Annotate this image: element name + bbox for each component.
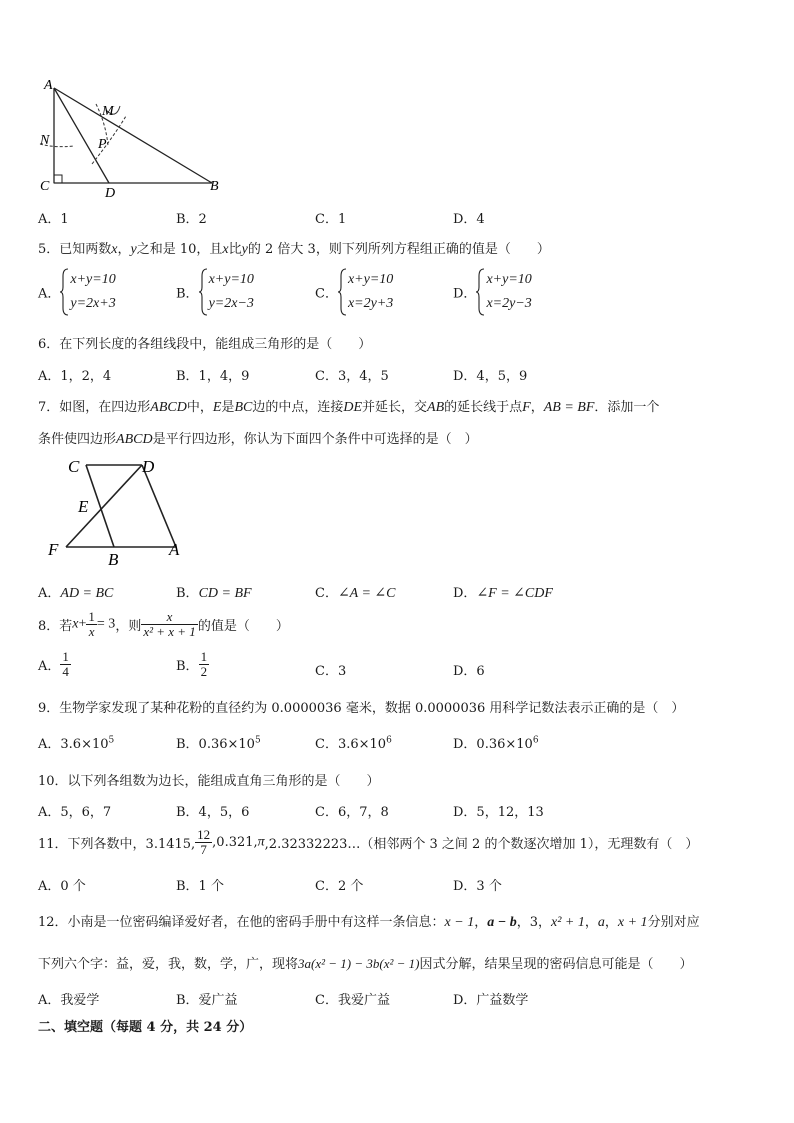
q8-math: x bbox=[72, 616, 79, 632]
q5-stem-text: 的 2 倍大 3，则下列所列方程组正确的值是（ ） bbox=[247, 242, 550, 257]
q10-option-d[interactable]: D．5，12，13 bbox=[453, 805, 544, 820]
q7-text: 条件使四边形 bbox=[38, 432, 117, 447]
q12-text: 因式分解，结果呈现的密码信息可能是（ ） bbox=[419, 957, 693, 972]
q12-text: 分别对应 bbox=[647, 915, 700, 930]
option-base: A．3.6×10 bbox=[38, 737, 109, 752]
option-label: A． bbox=[38, 286, 61, 302]
equation-line: x=2y+3 bbox=[347, 296, 394, 311]
q7-math: BC bbox=[234, 400, 253, 415]
q4-label-M: M bbox=[102, 104, 114, 119]
q7-label-E: E bbox=[78, 497, 89, 516]
option-label: B． bbox=[176, 659, 199, 674]
q11-text: ,0.321, bbox=[212, 835, 258, 850]
q12-stem-line1 bbox=[38, 911, 700, 931]
q7-math: ABCD bbox=[116, 432, 153, 447]
q4-option-d[interactable]: D．4 bbox=[453, 212, 485, 227]
q7-label-B: B bbox=[108, 550, 119, 569]
option-base: B．0.36×10 bbox=[176, 737, 255, 752]
option-label: B． bbox=[176, 286, 199, 302]
fraction-denominator: 4 bbox=[62, 664, 69, 679]
q5-stem-text: 比 bbox=[228, 242, 242, 257]
equation-system bbox=[60, 268, 115, 316]
option-exponent: 6 bbox=[532, 735, 539, 746]
q7-option-d[interactable] bbox=[453, 582, 553, 602]
fraction-denominator: x² + x + 1 bbox=[143, 624, 196, 639]
q4-label-D: D bbox=[105, 186, 116, 200]
q9-stem: 9．生物学家发现了某种花粉的直径约为 0.0000036 毫米，数据 0.0000036 用科学记数法表示正确的是（ ） bbox=[38, 701, 685, 716]
q7-option-a[interactable] bbox=[38, 582, 113, 602]
q4-option-b[interactable]: B．2 bbox=[176, 212, 207, 227]
q5-stem-text: 5．已知两数 bbox=[38, 242, 112, 257]
q12-option-c[interactable]: C．我爱广益 bbox=[315, 993, 390, 1008]
q7-option-c[interactable] bbox=[315, 582, 396, 602]
q12-option-a[interactable]: A．我爱学 bbox=[38, 993, 100, 1008]
q12-math: x − 1 bbox=[444, 915, 475, 930]
q12-math: a bbox=[597, 915, 605, 930]
q7-math: AB = BF bbox=[543, 400, 595, 415]
q7-math: AB bbox=[427, 400, 445, 415]
fraction-numerator: 1 bbox=[88, 609, 95, 624]
fraction-numerator: 12 bbox=[197, 827, 211, 842]
q4-label-P: P bbox=[98, 137, 107, 152]
option-base: D．0.36×10 bbox=[453, 737, 533, 752]
q4-label-A: A bbox=[44, 78, 53, 93]
q5-option-b[interactable] bbox=[176, 268, 254, 316]
q12-text: ， bbox=[604, 915, 618, 930]
equation-line: y=2x−3 bbox=[208, 296, 254, 311]
q5-stem-text: 之和是 10，且 bbox=[136, 242, 223, 257]
q5-option-d[interactable] bbox=[453, 268, 532, 316]
q7-math: E bbox=[212, 400, 222, 415]
fraction-denominator: 7 bbox=[200, 842, 207, 857]
q7-math: DE bbox=[343, 400, 363, 415]
q7-stem-line1 bbox=[38, 396, 659, 416]
equation-line: y=2x+3 bbox=[70, 296, 116, 311]
q6-option-c[interactable]: C．3，4，5 bbox=[315, 369, 389, 384]
q11-text: ,2.32332223…（相邻两个 3 之间 2 的个数逐次增加 1），无理数有（ ） bbox=[264, 837, 699, 852]
q7-text: 7．如图，在四边形 bbox=[38, 400, 151, 415]
option-math: AD = BC bbox=[60, 586, 114, 601]
q7-figure bbox=[44, 452, 194, 570]
option-label: B． bbox=[176, 586, 199, 601]
q6-option-d[interactable]: D．4，5，9 bbox=[453, 369, 528, 384]
option-label: C． bbox=[315, 286, 338, 302]
section-heading-fill-in: 二、填空题（每题 4 分，共 24 分） bbox=[38, 1020, 253, 1035]
q4-label-B: B bbox=[210, 179, 219, 194]
equation-line: x+y=10 bbox=[70, 272, 116, 287]
q7-stem-line2 bbox=[38, 428, 478, 448]
q12-text: ， bbox=[584, 915, 598, 930]
q7-label-F: F bbox=[48, 540, 59, 559]
q8-math: + bbox=[78, 616, 87, 632]
q12-stem-line2 bbox=[38, 953, 693, 972]
q7-text: 中， bbox=[186, 400, 213, 415]
equation-line: x+y=10 bbox=[208, 272, 254, 287]
fraction-numerator: x bbox=[141, 610, 197, 625]
equation-system bbox=[338, 268, 393, 316]
option-math: ∠F = ∠CDF bbox=[476, 586, 553, 601]
option-fraction bbox=[199, 650, 210, 679]
q7-option-b[interactable] bbox=[176, 582, 252, 602]
fraction-denominator: x bbox=[88, 624, 95, 639]
q10-option-a[interactable]: A．5，6，7 bbox=[38, 805, 112, 820]
q8-option-c[interactable]: C．3 bbox=[315, 664, 347, 679]
q7-text: ．添加一个 bbox=[594, 400, 660, 415]
q11-text: 11．下列各数中，3.1415, bbox=[38, 837, 196, 852]
q8-text: 的值是（ ） bbox=[197, 619, 289, 634]
option-exponent: 5 bbox=[108, 735, 115, 746]
q8-stem bbox=[38, 610, 289, 639]
q6-option-a[interactable]: A．1，2，4 bbox=[38, 369, 112, 384]
q12-text: 12．小南是一位密码编译爱好者，在他的密码手册中有这样一条信息： bbox=[38, 915, 445, 930]
q10-stem: 10．以下列各组数为边长，能组成直角三角形的是（ ） bbox=[38, 774, 380, 789]
equation-line: x+y=10 bbox=[347, 272, 394, 287]
q12-option-d[interactable]: D．广益数学 bbox=[453, 993, 529, 1008]
q4-option-c[interactable]: C．1 bbox=[315, 212, 347, 227]
q4-label-C: C bbox=[40, 179, 50, 194]
q12-math: x + 1 bbox=[617, 915, 648, 930]
q10-option-c[interactable]: C．6，7，8 bbox=[315, 805, 389, 820]
q8-text: ，则 bbox=[115, 619, 142, 634]
q8-math: = 3 bbox=[96, 616, 116, 632]
q8-fraction-2 bbox=[141, 610, 197, 639]
option-math: ∠A = ∠C bbox=[337, 586, 396, 601]
option-fraction bbox=[60, 650, 71, 679]
q12-option-b[interactable]: B．爱广益 bbox=[176, 993, 238, 1008]
q12-math: x² + 1 bbox=[551, 915, 585, 930]
q7-label-C: C bbox=[68, 457, 80, 476]
q9-option-a[interactable] bbox=[38, 733, 114, 752]
q8-text: 8．若 bbox=[38, 619, 73, 634]
option-label: D． bbox=[453, 586, 477, 601]
q12-math: 3a(x² − 1) − 3b(x² − 1) bbox=[298, 956, 420, 971]
q5-stem bbox=[38, 238, 550, 258]
q5-var-y: y bbox=[130, 242, 137, 257]
q7-text: 边的中点，连接 bbox=[252, 400, 344, 415]
q8-option-a[interactable] bbox=[38, 650, 71, 679]
fraction-numerator: 1 bbox=[200, 649, 208, 664]
option-base: C．3.6×10 bbox=[315, 737, 387, 752]
q8-option-d[interactable]: D．6 bbox=[453, 664, 485, 679]
q11-stem bbox=[38, 828, 698, 857]
q7-math: ABCD bbox=[150, 400, 187, 415]
equation-system bbox=[199, 268, 254, 316]
q11-fraction bbox=[195, 828, 212, 857]
q7-text: 的延长线于点 bbox=[444, 400, 523, 415]
option-label: D． bbox=[453, 286, 477, 302]
q11-math: π bbox=[257, 834, 265, 850]
q6-stem: 6．在下列长度的各组线段中，能组成三角形的是（ ） bbox=[38, 337, 372, 352]
option-exponent: 5 bbox=[254, 735, 261, 746]
q7-label-A: A bbox=[169, 540, 180, 559]
q10-option-b[interactable]: B．4，5，6 bbox=[176, 805, 250, 820]
option-label: A． bbox=[38, 586, 61, 601]
q8-option-b[interactable] bbox=[176, 650, 209, 679]
q12-text: ， bbox=[474, 915, 488, 930]
option-label: C． bbox=[315, 586, 338, 601]
q7-text: 是 bbox=[221, 400, 235, 415]
option-math: CD = BF bbox=[198, 586, 252, 601]
q5-option-c[interactable] bbox=[315, 268, 393, 316]
equation-system bbox=[476, 268, 531, 316]
q11-option-c[interactable]: C．2 个 bbox=[315, 879, 364, 894]
q5-option-a[interactable] bbox=[38, 268, 116, 316]
fraction-denominator: 2 bbox=[200, 664, 208, 679]
q5-stem-text: ， bbox=[117, 242, 131, 257]
q5-var-x: x bbox=[111, 242, 118, 257]
q7-label-D: D bbox=[142, 457, 155, 476]
q9-option-b[interactable] bbox=[176, 733, 261, 752]
q11-option-b[interactable]: B．1 个 bbox=[176, 879, 224, 894]
equation-line: x+y=10 bbox=[486, 272, 532, 287]
fraction-numerator: 1 bbox=[62, 649, 69, 664]
q12-math: a − b bbox=[487, 915, 517, 930]
q11-option-d[interactable]: D．3 个 bbox=[453, 879, 502, 894]
q4-option-a[interactable]: A．1 bbox=[38, 212, 69, 227]
q7-text: ， bbox=[530, 400, 544, 415]
q5-var-y: y bbox=[241, 242, 248, 257]
q5-var-x: x bbox=[222, 242, 229, 257]
equation-line: x=2y−3 bbox=[486, 296, 532, 311]
q11-option-a[interactable]: A．0 个 bbox=[38, 879, 86, 894]
q8-fraction-1 bbox=[86, 610, 97, 639]
q7-math: F bbox=[522, 400, 531, 415]
q9-option-c[interactable] bbox=[315, 733, 392, 752]
q7-text: 是平行四边形，你认为下面四个条件中可选择的是（ ） bbox=[152, 432, 478, 447]
q9-option-d[interactable] bbox=[453, 733, 539, 752]
q4-figure bbox=[34, 76, 234, 200]
q6-option-b[interactable]: B．1，4，9 bbox=[176, 369, 250, 384]
q12-text: 下列六个字：益，爱，我，数，学，广，现将 bbox=[38, 957, 299, 972]
q12-text: ，3， bbox=[516, 915, 551, 930]
q4-label-N: N bbox=[40, 133, 50, 148]
q7-text: 并延长，交 bbox=[362, 400, 428, 415]
option-label: A． bbox=[38, 659, 61, 674]
option-exponent: 6 bbox=[386, 735, 392, 746]
